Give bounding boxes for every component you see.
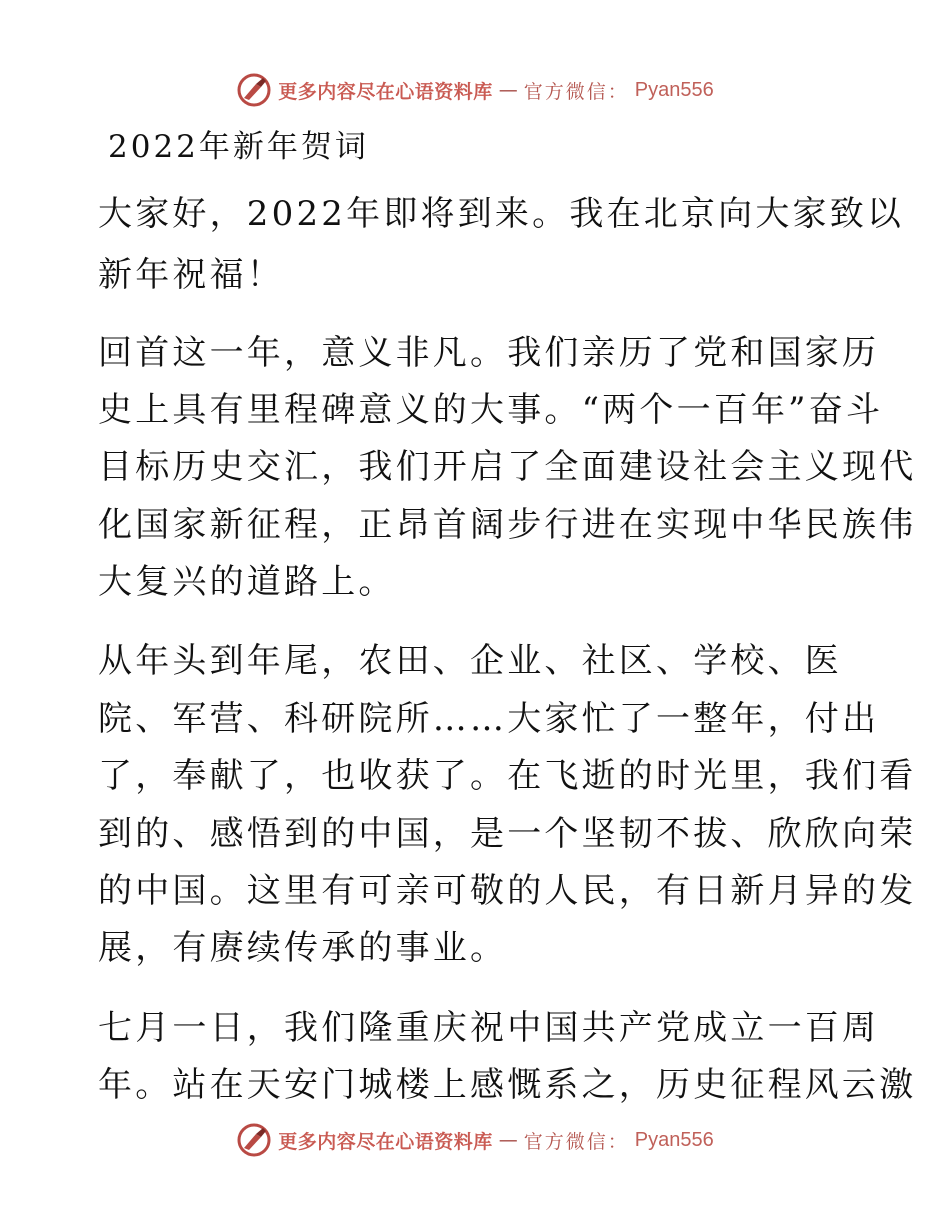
text-line: 化国家新征程，正昂首阔步行进在实现中华民族伟 (98, 505, 917, 545)
text-line: 到的、感悟到的中国，是一个坚韧不拔、欣欣向荣 (98, 814, 917, 854)
pen-logo-icon (236, 1122, 272, 1158)
watermark-id-text: Pyan556 (634, 1128, 714, 1151)
watermark-main-text: 更多内容尽在心语资料库 (278, 80, 493, 103)
watermark-sub-text: 官方微信： (523, 80, 629, 103)
watermark-main-text: 更多内容尽在心语资料库 (278, 1130, 493, 1153)
text-line: 展，有赓续传承的事业。 (98, 928, 508, 968)
text-line: 目标历史交汇，我们开启了全面建设社会主义现代 (98, 447, 917, 487)
text-line: 了，奉献了，也收获了。在飞逝的时光里，我们看 (98, 756, 917, 796)
pen-logo-icon (236, 72, 272, 108)
text-line: 的中国。这里有可亲可敬的人民，有日新月异的发 (98, 871, 917, 911)
text-line: 史上具有里程碑意义的大事。“两个一百年”奋斗 (98, 390, 884, 430)
text-line: 大复兴的道路上。 (98, 562, 396, 602)
text-line: 大家好，2022年即将到来。我在北京向大家致以 (98, 194, 905, 234)
text-line: 院、军营、科研院所……大家忙了一整年，付出 (98, 699, 880, 739)
text-line: 回首这一年，意义非凡。我们亲历了党和国家历 (98, 333, 880, 373)
watermark-id-text: Pyan556 (634, 78, 714, 101)
text-line: 七月一日，我们隆重庆祝中国共产党成立一百周 (98, 1008, 880, 1048)
watermark-separator: — (498, 79, 518, 101)
text-line: 从年头到年尾，农田、企业、社区、学校、医 (98, 641, 842, 681)
document-title: 2022年新年贺词 (108, 129, 369, 165)
text-line: 年。站在天安门城楼上感慨系之，历史征程风云激 (98, 1065, 917, 1105)
watermark-banner-bottom (0, 1120, 950, 1160)
watermark-separator: — (498, 1129, 518, 1151)
watermark-banner-top (0, 70, 950, 110)
watermark-sub-text: 官方微信： (523, 1130, 629, 1153)
text-line: 新年祝福！ (98, 255, 284, 295)
